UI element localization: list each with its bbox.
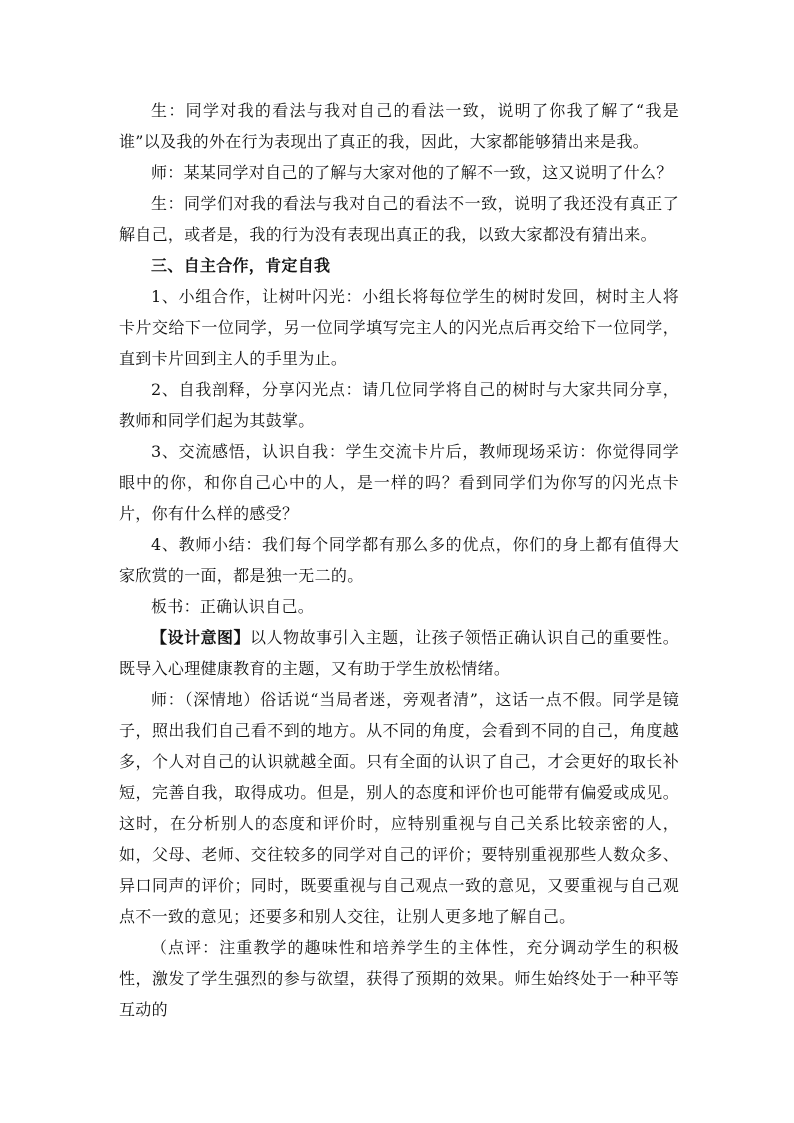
- design-intent-label: 【设计意图】: [151, 628, 251, 647]
- paragraph-comment: （点评：注重教学的趣味性和培养学生的主体性，充分调动学生的积极性，激发了学生强烈的参与欲望，获得了预期的效果。师生始终处于一种平等互动的: [119, 938, 679, 1019]
- paragraph-student-answer-2: 生：同学们对我的看法与我对自己的看法不一致，说明了我还没有真正了解自己，或者是，我的行为没有表现出真正的我，以致大家都没有猜出来。: [119, 194, 679, 244]
- paragraph-step-3: 3、交流感悟，认识自我：学生交流卡片后，教师现场采访：你觉得同学眼中的你，和你自己心中的人，是一样的吗？看到同学们为你写的闪光点卡片，你有什么样的感受？: [119, 442, 679, 523]
- paragraph-step-2: 2、自我剖释，分享闪光点：请几位同学将自己的树时与大家共同分享，教师和同学们起为其鼓掌。: [119, 380, 679, 430]
- paragraph-design-intent: [119, 622, 679, 684]
- paragraph-teacher-summary: 师：（深情地）俗话说“当局者迷，旁观者清”，这话一点不假。同学是镜子，照出我们自己看不到的地方。从不同的角度，会看到不同的自己，角度越多，个人对自己的认识就越全面。只有全面的认识了自己，才会更好的取长补短，完善自我，取得成功。但是，别人的态度和评价也可能带有偏爱或成见。这时，在分析别人的态度和评价时，应特别重视与自己关系比较亲密的人，如，父母、老师、交往较多的同学对自己的评价；要特别重视那些人数众多、异口同声的评价；同时，既要重视与自己观点一致的意见，又要重视与自己观点不一致的意见；还要多和别人交往，让别人更多地了解自己。: [119, 690, 679, 926]
- paragraph-student-answer-1: 生：同学对我的看法与我对自己的看法一致，说明了你我了解了“我是谁”以及我的外在行为表现出了真正的我，因此，大家都能够猜出来是我。: [119, 101, 679, 151]
- paragraph-step-1: 1、小组合作，让树叶闪光：小组长将每位学生的树时发回，树时主人将卡片交给下一位同学，另一位同学填写完主人的闪光点后再交给下一位同学，直到卡片回到主人的手里为止。: [119, 287, 679, 368]
- paragraph-step-4: 4、教师小结：我们每个同学都有那么多的优点，你们的身上都有值得大家欣赏的一面，都是独一无二的。: [119, 535, 679, 585]
- paragraph-board-writing: 板书：正确认识自己。: [151, 597, 315, 616]
- section-heading: 三、自主合作，肯定自我: [151, 256, 331, 275]
- design-intent-text: 以人物故事引入主题，让孩子领悟正确认识自己的重要性。既导入心理健康教育的主题，又有助于学生放松情绪。: [119, 628, 679, 678]
- document-body: [119, 95, 679, 1025]
- paragraph-teacher-question: 师：某某同学对自己的了解与大家对他的了解不一致，这又说明了什么？: [151, 163, 673, 182]
